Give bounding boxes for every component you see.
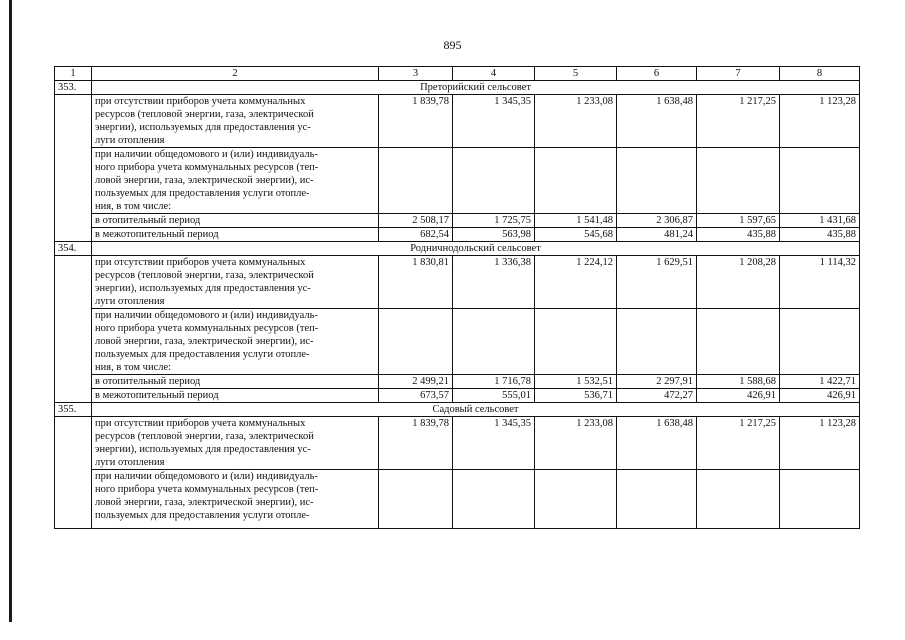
value-cell [453,470,535,529]
section-number-span [55,417,92,529]
value-cell [617,470,697,529]
value-cell: 673,57 [379,389,453,403]
description-line: пользуемых для предоставления услуги отопле- [95,349,310,360]
page-number: 895 [443,38,462,52]
table-body [55,67,860,529]
description-line: ресурсов (тепловой энергии, газа, электрической [95,431,314,442]
table-row [55,148,860,214]
value-cell: 1 123,28 [780,95,860,148]
section-number: 355. [55,403,92,417]
value-cell: 536,71 [535,389,617,403]
value-cell: 1 431,68 [780,214,860,228]
column-number-cell: 6 [617,67,697,81]
value-cell: 2 508,17 [379,214,453,228]
description-line: при отсутствии приборов учета коммунальных [95,418,306,429]
value-cell: 555,01 [453,389,535,403]
value-cell [453,148,535,214]
table-row [55,470,860,529]
row-description [92,228,379,242]
description-line: ного прибора учета коммунальных ресурсов (теп- [95,162,319,173]
description-line: луги отопления [95,296,165,307]
value-cell: 472,27 [617,389,697,403]
section-header-row [55,403,860,417]
value-cell: 1 233,08 [535,417,617,470]
value-cell: 1 532,51 [535,375,617,389]
row-description [92,148,379,214]
value-cell [453,309,535,375]
value-cell: 1 123,28 [780,417,860,470]
section-number: 354. [55,242,92,256]
value-cell [535,470,617,529]
table-row [55,228,860,242]
column-number-cell: 2 [92,67,379,81]
description-line: ресурсов (тепловой энергии, газа, электрической [95,270,314,281]
description-line: в межотопительный период [95,390,219,401]
value-cell: 1 725,75 [453,214,535,228]
table-row [55,95,860,148]
description-line: энергии), используемых для предоставления ус- [95,444,311,455]
description-line: пользуемых для предоставления услуги отопле- [95,510,310,521]
value-cell [697,309,780,375]
value-cell [379,470,453,529]
value-cell: 563,98 [453,228,535,242]
value-cell: 2 306,87 [617,214,697,228]
value-cell: 1 217,25 [697,95,780,148]
section-number: 353. [55,81,92,95]
value-cell [535,309,617,375]
value-cell: 426,91 [697,389,780,403]
column-number-cell: 8 [780,67,860,81]
value-cell: 1 217,25 [697,417,780,470]
table-row [55,309,860,375]
section-number-span [55,256,92,403]
table-row [55,389,860,403]
section-header-row [55,242,860,256]
column-number-cell: 3 [379,67,453,81]
row-description [92,470,379,529]
value-cell [379,309,453,375]
description-line: ния, в том числе: [95,201,172,212]
description-line: при наличии общедомового и (или) индивидуаль- [95,149,318,160]
description-line: ния, в том числе: [95,362,172,373]
value-cell [535,148,617,214]
section-title: Преторийский сельсовет [92,81,860,95]
value-cell: 2 499,21 [379,375,453,389]
description-line: при наличии общедомового и (или) индивидуаль- [95,310,318,321]
value-cell: 1 588,68 [697,375,780,389]
value-cell [780,470,860,529]
value-cell: 435,88 [697,228,780,242]
section-title: Родничнодольский сельсовет [92,242,860,256]
row-description [92,389,379,403]
row-description [92,256,379,309]
table-row [55,256,860,309]
value-cell: 2 297,91 [617,375,697,389]
description-line: при отсутствии приборов учета коммунальных [95,96,306,107]
table-row [55,214,860,228]
column-number-row [55,67,860,81]
value-cell: 435,88 [780,228,860,242]
section-number-span [55,95,92,242]
column-number-cell: 5 [535,67,617,81]
row-description [92,375,379,389]
description-line: в отопительный период [95,215,201,226]
value-cell: 1 597,65 [697,214,780,228]
description-line: энергии), используемых для предоставления ус- [95,283,311,294]
row-description [92,214,379,228]
value-cell [617,148,697,214]
description-line: ресурсов (тепловой энергии, газа, электрической [95,109,314,120]
value-cell: 1 208,28 [697,256,780,309]
column-number-cell: 7 [697,67,780,81]
description-line: ного прибора учета коммунальных ресурсов (теп- [95,484,319,495]
description-line: луги отопления [95,135,165,146]
scan-edge [9,0,12,622]
value-cell: 545,68 [535,228,617,242]
value-cell [697,470,780,529]
value-cell: 481,24 [617,228,697,242]
value-cell: 682,54 [379,228,453,242]
description-line: при отсутствии приборов учета коммунальных [95,257,306,268]
value-cell: 1 830,81 [379,256,453,309]
value-cell: 1 839,78 [379,95,453,148]
value-cell: 1 233,08 [535,95,617,148]
column-number-cell: 1 [55,67,92,81]
description-line: энергии), используемых для предоставления ус- [95,122,311,133]
description-line: ловой энергии, газа, электрической энергии), ис- [95,175,314,186]
value-cell: 1 345,35 [453,417,535,470]
row-description [92,95,379,148]
value-cell: 426,91 [780,389,860,403]
table-row [55,375,860,389]
description-line: в межотопительный период [95,229,219,240]
description-line: пользуемых для предоставления услуги отопле- [95,188,310,199]
description-line: ловой энергии, газа, электрической энергии), ис- [95,497,314,508]
description-line: ловой энергии, газа, электрической энергии), ис- [95,336,314,347]
description-line: в отопительный период [95,376,201,387]
value-cell [697,148,780,214]
value-cell: 1 629,51 [617,256,697,309]
description-line: луги отопления [95,457,165,468]
section-title: Садовый сельсовет [92,403,860,417]
value-cell: 1 114,32 [780,256,860,309]
value-cell [780,309,860,375]
value-cell: 1 716,78 [453,375,535,389]
value-cell: 1 541,48 [535,214,617,228]
row-description [92,309,379,375]
value-cell: 1 638,48 [617,95,697,148]
value-cell: 1 224,12 [535,256,617,309]
value-cell [379,148,453,214]
description-line: при наличии общедомового и (или) индивидуаль- [95,471,318,482]
value-cell: 1 839,78 [379,417,453,470]
description-line: ного прибора учета коммунальных ресурсов (теп- [95,323,319,334]
tariff-table [54,66,860,529]
value-cell: 1 638,48 [617,417,697,470]
row-description [92,417,379,470]
value-cell: 1 345,35 [453,95,535,148]
table-row [55,417,860,470]
value-cell: 1 422,71 [780,375,860,389]
value-cell [617,309,697,375]
value-cell [780,148,860,214]
section-header-row [55,81,860,95]
column-number-cell: 4 [453,67,535,81]
value-cell: 1 336,38 [453,256,535,309]
